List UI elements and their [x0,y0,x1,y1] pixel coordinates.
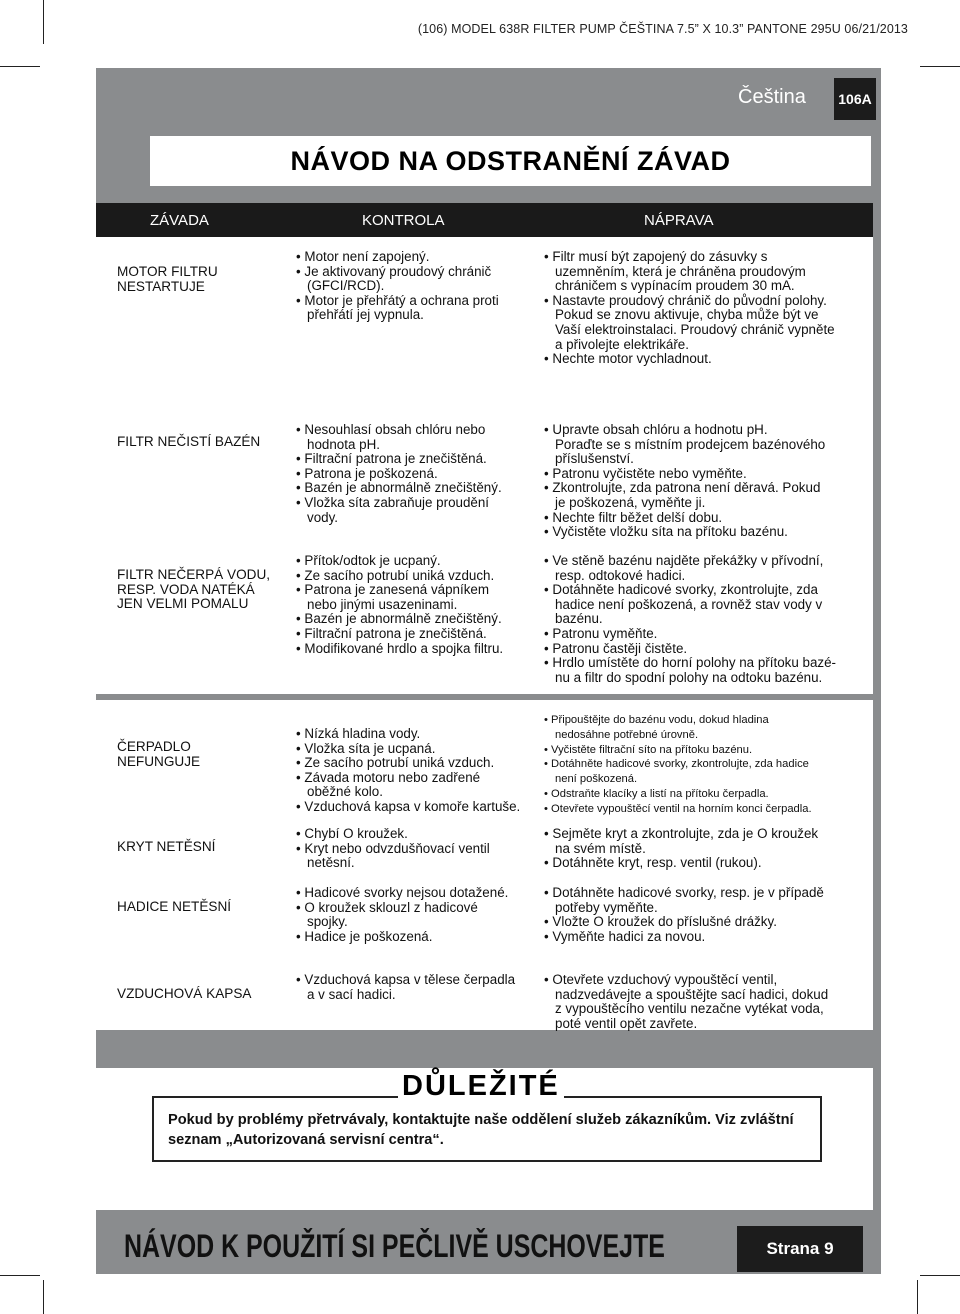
fix-list [544,250,870,367]
check-item: • Bazén je abnormálně znečištěný. [296,611,502,627]
check-list [296,973,546,1002]
check-list [296,250,546,323]
fix-item: • Dotáhněte hadicové svorky, resp. je v případě potřeby vyměňte. [544,885,824,915]
check-item: • Nízká hladina vody. [296,726,421,741]
fix-item: • Upravte obsah chlóru a hodnotu pH. Poraďte se s místním prodejcem bazénového příslušenství. [544,422,826,467]
problem-label: HADICE NETĚSNÍ [117,899,232,914]
fix-list [544,713,870,817]
table-header [96,203,873,237]
check-item: • Patrona je zanesená vápníkem nebo jinými usazeninami. [296,582,490,612]
fix-item: • Patronu vyčistěte nebo vyměňte. [544,465,747,481]
check-item: • Motor není zapojený. [296,249,430,264]
crop-mark [920,1275,960,1276]
crop-mark [920,66,960,67]
fix-list [544,554,870,685]
check-item: • Závada motoru nebo zadřené oběžné kolo. [296,769,481,800]
problem-label: FILTR NEČISTÍ BAZÉN [117,434,261,449]
crop-mark [0,1275,40,1276]
fix-item: • Vyčistěte vložku síta na přítoku bazénu. [544,524,788,540]
check-item: • Vzduchová kapsa v komoře kartuše. [296,798,521,814]
check-item: • Bazén je abnormálně znečištěný. [296,480,502,496]
fix-list [544,827,870,871]
check-item: • Je aktivovaný proudový chránič (GFCI/RCD). [296,263,492,294]
fix-item: • Dotáhněte hadicové svorky, zkontrolujte, zda hadice není poškozená. [544,758,809,786]
fix-item: • Nechte motor vychladnout. [544,351,712,367]
language-label: Čeština [738,86,806,108]
check-item: • Ze sacího potrubí uniká vzduch. [296,567,495,583]
crop-mark [917,1280,918,1314]
check-item: • Filtrační patrona je znečištěná. [296,625,487,641]
problem-label: FILTR NEČERPÁ VODU, RESP. VODA NATÉKÁ JEN VELMI POMALU [117,567,271,612]
fix-item: • Vyměňte hadici za novou. [544,928,706,944]
print-header: (106) MODEL 638R FILTER PUMP ČEŠTINA 7.5” X 10.3” PANTONE 295U 06/21/2013 [417,22,908,36]
crop-mark [0,66,40,67]
fix-item: • Dotáhněte kryt, resp. ventil (rukou). [544,855,762,871]
fix-item: • Otevřete vzduchový vypouštěcí ventil, nadzvedávejte a spouštějte sací hadici, dokud z vypouštěcího ventilu nezačne vytékat voda, poté ventil opět zavřete. [544,972,829,1031]
col-header-check: KONTROLA [362,212,445,229]
fix-item: • Patronu vyměňte. [544,625,658,641]
check-item: • Vložka síta je ucpaná. [296,740,436,756]
fix-item: • Vložte O kroužek do příslušné drážky. [544,914,777,930]
crop-mark [43,0,44,44]
check-item: • Ze sacího potrubí uniká vzduch. [296,755,495,771]
fix-item: • Nastavte proudový chránič do původní polohy. Pokud se znovu aktivuje, chyba může být ve Vaší elektroinstalaci. Proudový chránič vypněte a přivolejte elektrikáře. [544,292,835,352]
check-item: • Chybí O kroužek. [296,826,408,841]
fix-item: • Filtr musí být zapojený do zásuvky s uzemněním, která je chráněna proudovým chráničem s vypínacím proudem 30 mA. [544,249,806,294]
check-item: • Vložka síta zabraňuje proudění vody. [296,494,490,525]
fix-item: • Připouštějte do bazénu vodu, dokud hladina nedosáhne potřebné úrovně. [544,714,769,741]
important-text: Pokud by problémy přetrvávaly, kontaktujte naše oddělení služeb zákazníkům. Viz zvláštní seznam „Autorizovaná servisní centra“. [168,1112,794,1148]
check-item: • Nesouhlasí obsah chlóru nebo hodnota pH. [296,422,486,452]
check-item: • Vzduchová kapsa v tělese čerpadla a v sací hadici. [296,972,516,1002]
check-item: • Hadicové svorky nejsou dotažené. [296,885,509,900]
check-list [296,423,546,525]
check-item: • Motor je přehřátý a ochrana proti přehřátí jej vypnula. [296,292,499,323]
fix-item: • Sejměte kryt a zkontrolujte, zda je O kroužek na svém místě. [544,826,819,856]
check-list [296,727,546,815]
fix-list [544,423,870,540]
fix-item: • Zkontrolujte, zda patrona není děravá. Pokud je poškozená, vyměňte ji. [544,480,821,510]
crop-mark [43,1280,44,1314]
fix-item: • Odstraňte klacíky a listí na přítoku čerpadla. [544,787,769,800]
fix-list [544,973,870,1031]
col-header-problem: ZÁVADA [150,212,209,229]
check-item: • O kroužek sklouzl z hadicové spojky. [296,899,478,930]
title-box [150,136,871,186]
page-tab: 106A [834,78,876,120]
footer-note: NÁVOD K POUŽITÍ SI PEČLIVĚ USCHOVEJTE [124,1228,665,1264]
problem-label: KRYT NETĚSNÍ [117,839,216,854]
page-title: NÁVOD NA ODSTRANĚNÍ ZÁVAD [290,145,731,176]
fix-item: • Nechte filtr běžet delší dobu. [544,509,723,525]
problem-label: MOTOR FILTRU NESTARTUJE [117,264,218,294]
page-number: Strana 9 [737,1226,863,1272]
check-list [296,554,546,656]
check-list [296,886,546,944]
col-header-fix: NÁPRAVA [644,212,714,229]
check-item: • Hadice je poškozená. [296,928,433,944]
fix-item: • Hrdlo umístěte do horní polohy na přítoku bazé- nu a filtr do spodní polohy na odtoku bazénu. [544,655,837,685]
problem-label: VZDUCHOVÁ KAPSA [117,986,252,1001]
problem-label: ČERPADLO NEFUNGUJE [117,739,201,769]
check-item: • Kryt nebo odvzdušňovací ventil netěsní. [296,840,490,871]
check-item: • Patrona je poškozená. [296,465,438,481]
fix-item: • Vyčistěte filtrační síto na přítoku bazénu. [544,743,753,756]
fix-item: • Dotáhněte hadicové svorky, zkontrolujte, zda hadice není poškozená, a rovněž stav vody v bazénu. [544,582,823,627]
fix-item: • Patronu častěji čistěte. [544,640,688,656]
check-item: • Přítok/odtok je ucpaný. [296,553,441,568]
check-list [296,827,546,871]
check-item: • Filtrační patrona je znečištěná. [296,451,487,467]
fix-item: • Otevřete vypouštěcí ventil na horním konci čerpadla. [544,802,812,815]
fix-list [544,886,870,944]
check-item: • Modifikované hrdlo a spojka filtru. [296,640,504,656]
important-title: DŮLEŽITÉ [398,1070,564,1103]
fix-item: • Ve stěně bazénu najděte překážky v přívodní, resp. odtokové hadici. [544,553,824,583]
